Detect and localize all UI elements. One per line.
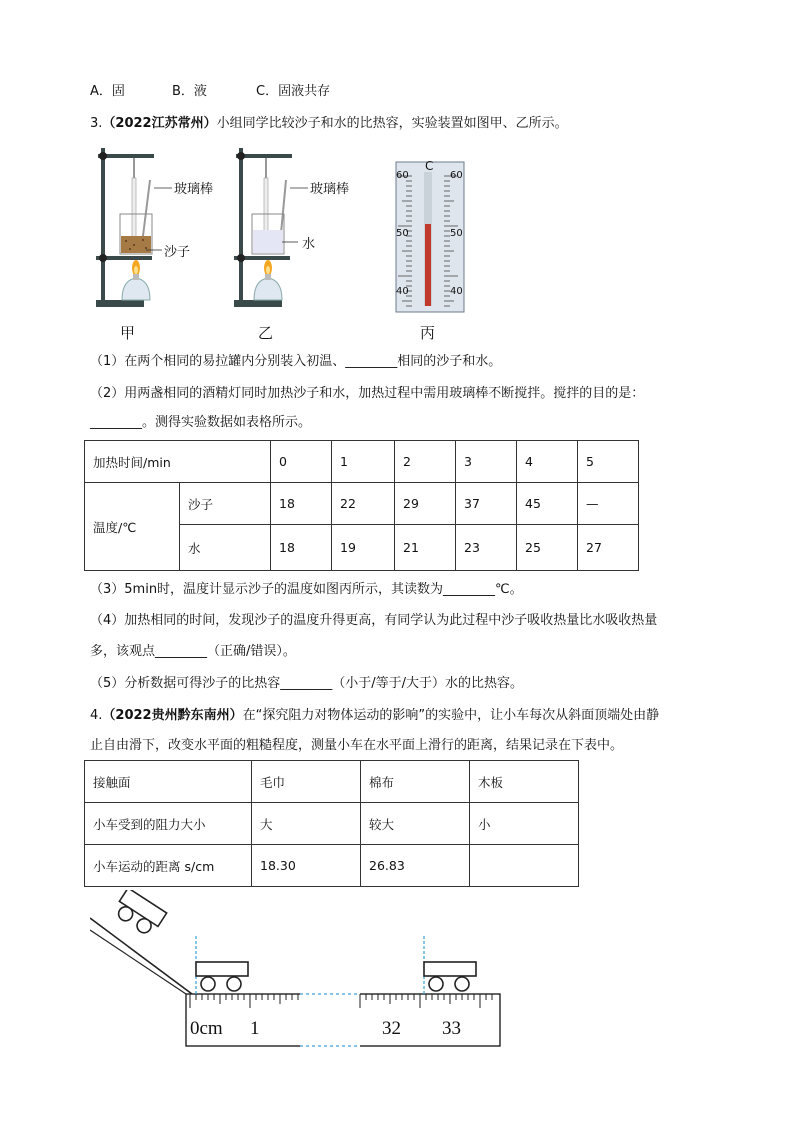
thermo-50-left: 50 xyxy=(396,228,409,239)
table-cell: 小 xyxy=(470,803,579,845)
label-jia: 甲 xyxy=(120,324,136,342)
row-label: 小车运动的距离 s/cm xyxy=(85,845,252,887)
q3-number: 3. xyxy=(90,116,103,131)
water-cell: 18 xyxy=(271,525,332,571)
q4-stem-b: 止自由滑下，改变水平面的粗糙程度，测量小车在水平面上滑行的距离，结果记录在下表中。 xyxy=(90,738,624,753)
sand-cell: 29 xyxy=(395,483,456,525)
q4-stem-a: 在“探究阻力对物体运动的影响”的实验中，让小车每次从斜面顶端处由静 xyxy=(242,708,660,723)
water-cell: 21 xyxy=(395,525,456,571)
table-cell: 18.30 xyxy=(252,845,361,887)
table-row xyxy=(85,803,579,845)
q3-data-table xyxy=(84,440,639,571)
label-sand: 沙子 xyxy=(164,245,191,260)
q3-p5: （5）分析数据可得沙子的比热容________（小于/等于/大于）水的比热容。 xyxy=(90,676,524,691)
option-b: B．液 xyxy=(172,84,207,99)
table-row xyxy=(85,761,579,803)
q3-stem-line xyxy=(90,114,568,134)
time-cell: 4 xyxy=(517,441,578,483)
temp-header: 温度/℃ xyxy=(85,483,180,571)
apparatus-jia xyxy=(96,148,154,307)
cart-end xyxy=(424,962,476,991)
ruler-label-1: 1 xyxy=(250,1018,260,1039)
time-cell: 0 xyxy=(271,441,332,483)
option-c: C．固液共存 xyxy=(256,84,331,99)
sand-label: 沙子 xyxy=(180,483,271,525)
cart-start xyxy=(196,962,248,991)
q4-source: （2022贵州黔东南州） xyxy=(102,708,243,723)
thermo-60-right: 60 xyxy=(450,170,463,181)
header-cell: 棉布 xyxy=(361,761,470,803)
ruler-label-33: 33 xyxy=(442,1018,461,1039)
thermo-unit: C xyxy=(425,159,434,173)
q4-stem-line xyxy=(90,706,659,726)
time-header: 加热时间/min xyxy=(85,441,271,483)
time-cell: 2 xyxy=(395,441,456,483)
q3-p4a: （4）加热相同的时间，发现沙子的温度升得更高，有同学认为此过程中沙子吸收热量比水吸收热量 xyxy=(90,613,658,628)
table-cell xyxy=(470,845,579,887)
header-cell: 接触面 xyxy=(85,761,252,803)
table-row xyxy=(85,441,639,483)
time-cell: 3 xyxy=(456,441,517,483)
thermo-60-left: 60 xyxy=(396,170,409,181)
q3-p2b: ________。测得实验数据如表格所示。 xyxy=(90,415,312,430)
table-row xyxy=(85,845,579,887)
sand-cell: 22 xyxy=(332,483,395,525)
q3-p2a: （2）用两盏相同的酒精灯同时加热沙子和水，加热过程中需用玻璃棒不断搅拌。搅拌的目的是： xyxy=(90,386,645,401)
sand-cell: 18 xyxy=(271,483,332,525)
option-a: A．固 xyxy=(90,84,125,99)
table-cell: 大 xyxy=(252,803,361,845)
label-bing: 丙 xyxy=(420,324,436,342)
water-label: 水 xyxy=(180,525,271,571)
ruler-label-0cm: 0cm xyxy=(190,1018,223,1039)
label-water: 水 xyxy=(302,237,316,252)
ruler-label-32: 32 xyxy=(382,1018,401,1039)
q3-p4b: 多，该观点________（正确/错误）。 xyxy=(90,644,296,659)
sand-cell: — xyxy=(578,483,639,525)
thermo-40-left: 40 xyxy=(396,286,409,297)
time-cell: 1 xyxy=(332,441,395,483)
label-glass-rod-jia: 玻璃棒 xyxy=(174,182,214,197)
water-cell: 19 xyxy=(332,525,395,571)
table-row xyxy=(85,483,639,525)
header-cell: 木板 xyxy=(470,761,579,803)
water-cell: 25 xyxy=(517,525,578,571)
header-cell: 毛巾 xyxy=(252,761,361,803)
thermo-50-right: 50 xyxy=(450,228,463,239)
sand-cell: 37 xyxy=(456,483,517,525)
time-cell: 5 xyxy=(578,441,639,483)
sand-cell: 45 xyxy=(517,483,578,525)
thermo-40-right: 40 xyxy=(450,286,463,297)
water-cell: 23 xyxy=(456,525,517,571)
water-cell: 27 xyxy=(578,525,639,571)
q3-p1: （1）在两个相同的易拉罐内分别装入初温、________相同的沙子和水。 xyxy=(90,354,502,369)
apparatus-yi xyxy=(234,148,292,307)
cart-on-incline xyxy=(112,890,167,938)
q3-stem: 小组同学比较沙子和水的比热容，实验装置如图甲、乙所示。 xyxy=(216,116,568,131)
q3-source: （2022江苏常州） xyxy=(102,116,217,131)
table-cell: 26.83 xyxy=(361,845,470,887)
table-cell: 较大 xyxy=(361,803,470,845)
label-glass-rod-yi: 玻璃棒 xyxy=(310,182,350,197)
q4-number: 4. xyxy=(90,708,103,723)
q3-p3: （3）5min时，温度计显示沙子的温度如图丙所示，其读数为________℃。 xyxy=(90,582,523,597)
label-yi: 乙 xyxy=(258,324,274,342)
row-label: 小车受到的阻力大小 xyxy=(85,803,252,845)
q4-data-table xyxy=(84,760,579,887)
